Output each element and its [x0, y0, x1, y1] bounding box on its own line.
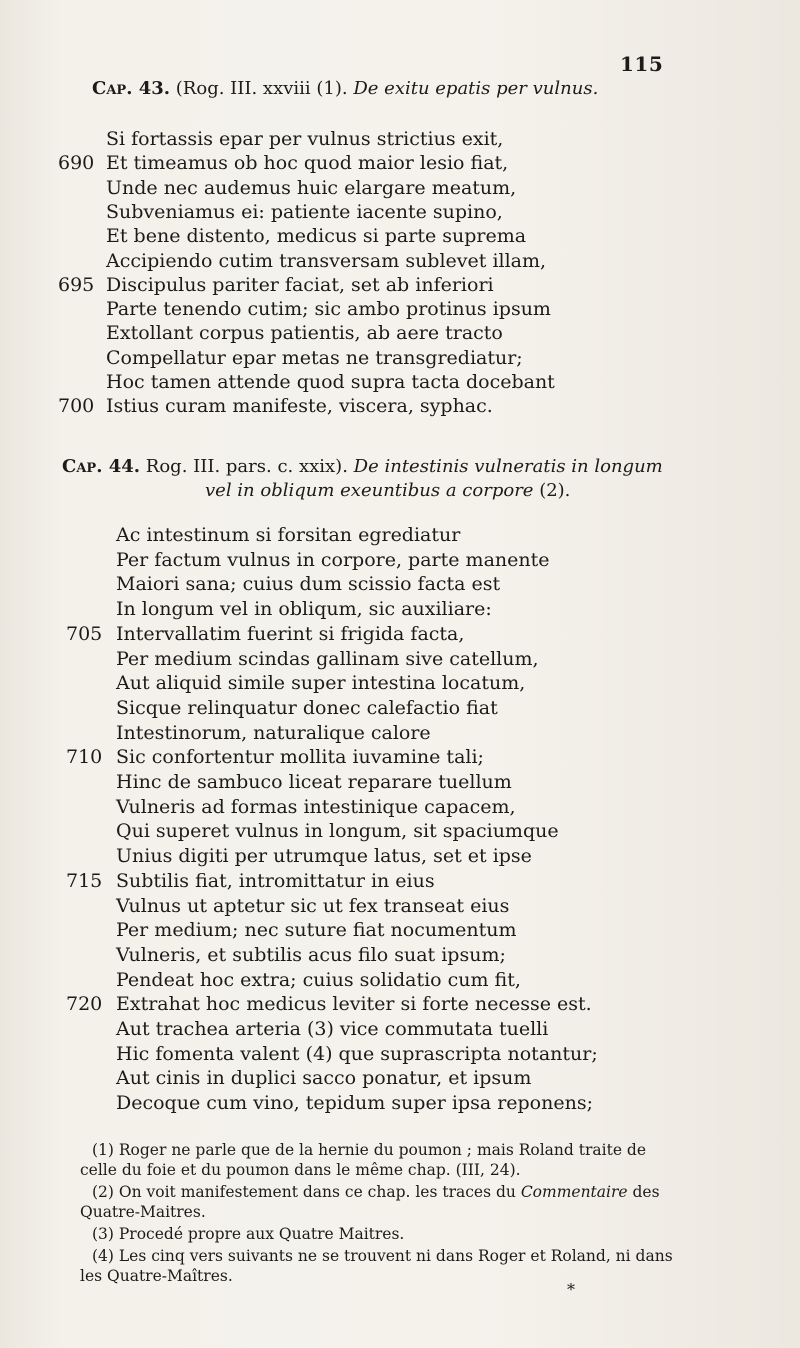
- verse-line: Aut trachea arteria (3) vice commutata tuelli: [116, 1018, 549, 1040]
- page-number: 115: [620, 52, 664, 76]
- verse-line: Intervallatim fuerint si frigida facta,: [116, 622, 465, 645]
- footnote-4-line-2: les Quatre-Maîtres.: [80, 1267, 233, 1285]
- verse-line: Per factum vulnus in corpore, parte manente: [116, 548, 550, 571]
- verse-line: Et timeamus ob hoc quod maior lesio fiat,: [106, 152, 509, 175]
- verse-line: Discipulus pariter faciat, set ab inferiori: [106, 273, 494, 296]
- verse-line: Subveniamus ei: patiente iacente supino,: [106, 200, 503, 223]
- verse-line: Vulnus ut aptetur sic ut fex transeat eius: [116, 894, 510, 917]
- verse-number: 720: [66, 993, 103, 1016]
- verse-line: Maiori sana; cuius dum scissio facta est: [116, 573, 501, 596]
- verse-number: 710: [66, 746, 103, 769]
- verse-number: 695: [58, 273, 95, 296]
- footnote-3: (3) Procedé propre aux Quatre Maitres.: [92, 1225, 405, 1243]
- verse-line: Aut aliquid simile super intestina locatum,: [116, 672, 526, 695]
- verse-line: Compellatur epar metas ne transgrediatur;: [106, 346, 523, 369]
- chapter-reference: (Rog. III. xxviii (1).: [175, 78, 348, 99]
- verse-line: Subtilis fiat, intromittatur in eius: [116, 869, 435, 892]
- chapter-43-heading: [92, 78, 598, 99]
- verse-line: Sicque relinquatur donec calefactio fiat: [116, 696, 498, 719]
- footnote-2-title: Commentaire: [520, 1183, 628, 1201]
- footnote-2-end: des: [627, 1183, 660, 1201]
- end-mark: *: [567, 1280, 575, 1299]
- verse-number: 715: [66, 869, 103, 892]
- verse-line: Intestinorum, naturalique calore: [116, 721, 431, 744]
- chapter-44-heading: [62, 456, 663, 477]
- verse-line: Sic confortentur mollita iuvamine tali;: [116, 746, 484, 769]
- chapter-title: De intestinis vulneratis in longum: [353, 456, 663, 477]
- chapter-label: Cap. 44.: [62, 456, 141, 477]
- verse-line: Qui superet vulnus in longum, sit spaciumque: [116, 820, 559, 843]
- verse-line: Istius curam manifeste, viscera, syphac.: [106, 395, 493, 418]
- verse-line: Hinc de sambuco liceat reparare tuellum: [116, 771, 512, 793]
- verse-line: Vulneris, et subtilis acus filo suat ipsum;: [116, 943, 506, 966]
- verse-line: Unius digiti per utrumque latus, set et ipse: [116, 845, 532, 868]
- verse-line: Hoc tamen attende quod supra tacta docebant: [106, 371, 555, 393]
- chapter-title-cont: vel in obliqum exeuntibus a corpore: [205, 480, 534, 501]
- verse-line: Ac intestinum si forsitan egrediatur: [116, 524, 461, 546]
- footnote-1-line-1: (1) Roger ne parle que de la hernie du poumon ; mais Roland traite de: [92, 1141, 647, 1159]
- verse-number: 705: [66, 622, 103, 645]
- verse-line: Extollant corpus patientis, ab aere tracto: [106, 322, 503, 345]
- footnote-ref: (2).: [539, 480, 571, 501]
- verse-line: Vulneris ad formas intestinique capacem,: [116, 795, 516, 818]
- verse-line: Decoque cum vino, tepidum super ipsa reponens;: [116, 1092, 593, 1115]
- footnote-2-line-2: Quatre-Maitres.: [80, 1203, 206, 1221]
- chapter-label: Cap. 43.: [92, 78, 171, 99]
- verse-line: Hic fomenta valent (4) que suprascripta notantur;: [116, 1042, 598, 1065]
- verse-number: 690: [58, 152, 95, 175]
- verse-line: Parte tenendo cutim; sic ambo protinus ipsum: [106, 298, 551, 321]
- verse-line: Per medium scindas gallinam sive catellum,: [116, 647, 539, 670]
- verse-line: Si fortassis epar per vulnus strictius exit,: [106, 128, 504, 150]
- chapter-reference: Rog. III. pars. c. xxix).: [145, 456, 348, 477]
- verse-line: Et bene distento, medicus si parte suprema: [106, 225, 527, 248]
- verse-line: Accipiendo cutim transversam sublevet illam,: [106, 249, 547, 272]
- footnote-4-line-1: (4) Les cinq vers suivants ne se trouvent ni dans Roger et Roland, ni dans: [92, 1247, 673, 1265]
- chapter-title: De exitu epatis per vulnus.: [353, 78, 599, 99]
- verse-line: Per medium; nec suture fiat nocumentum: [116, 919, 517, 942]
- verse-line: Aut cinis in duplici sacco ponatur, et ipsum: [116, 1067, 532, 1090]
- verse-line: In longum vel in obliqum, sic auxiliare:: [116, 598, 492, 621]
- verse-line: Unde nec audemus huic elargare meatum,: [106, 176, 517, 199]
- verse-number: 700: [58, 395, 95, 418]
- footnote-1-line-2: celle du foie et du poumon dans le même chap. (III, 24).: [80, 1161, 521, 1179]
- footnote-2-line-1: [92, 1182, 660, 1202]
- footnote-2-text: (2) On voit manifestement dans ce chap. les traces du: [92, 1183, 521, 1201]
- verse-line: Pendeat hoc extra; cuius solidatio cum fit,: [116, 968, 521, 991]
- chapter-44-heading-cont: [205, 480, 570, 501]
- verse-line: Extrahat hoc medicus leviter si forte necesse est.: [116, 993, 592, 1016]
